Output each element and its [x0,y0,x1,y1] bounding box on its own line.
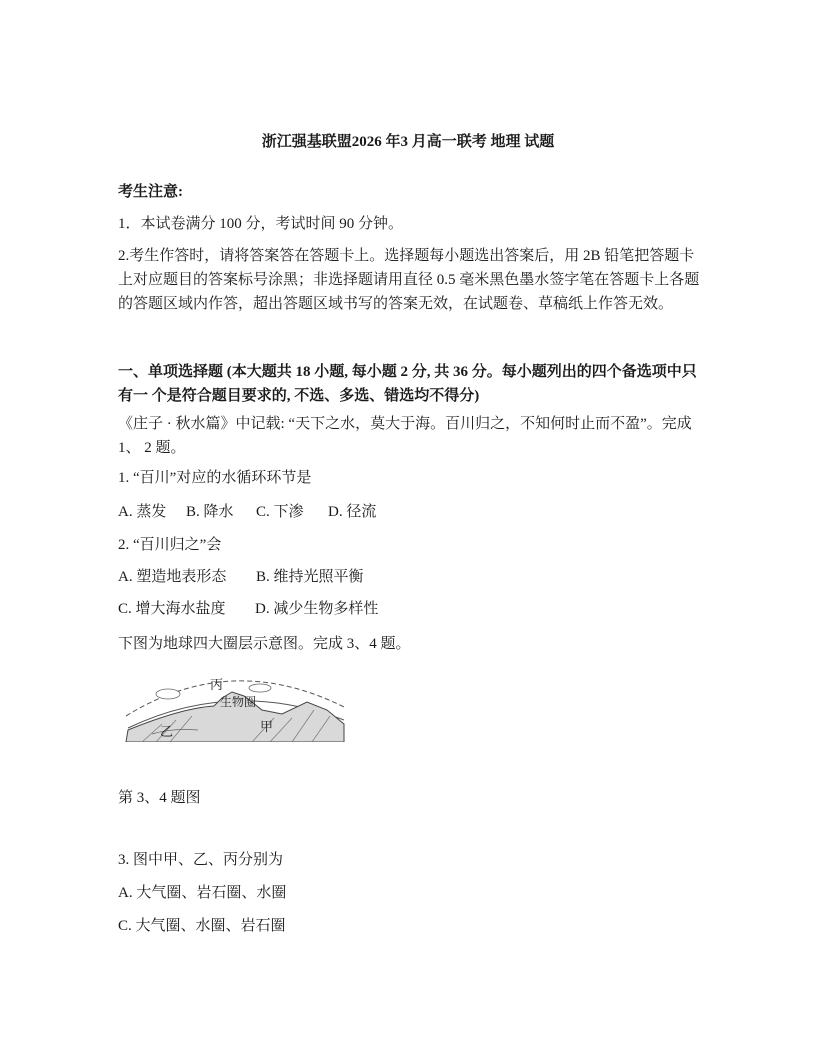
cloud-shape [249,684,271,692]
q2-stem: 2. “百川归之”会 [118,537,222,553]
q2-option-d: D. 减少生物多样性 [255,601,379,617]
q1-option-d: D. 径流 [328,504,377,520]
q1-stem: 1. “百川”对应的水循环环节是 [118,470,312,486]
q1-option-b: B. 降水 [186,504,234,520]
intro-q1-q2: 《庄子 · 秋水篇》中记载: “天下之水，莫大于海。百川归之，不知何时止而不盈”。完成 1、 2 题。 [118,416,692,456]
q2-options-row2 [118,597,698,621]
notice-item-2: 2.考生作答时，请将答案答在答题卡上。选择题每小题选出答案后，用 2B 铅笔把答题卡上对应题目的答案标号涂黑；非选择题请用直径 0.5 毫米黑色墨水签字笔在答题卡上各题的答题区域内作答，超出答题区域书写的答案无效，在试题卷、草稿纸上作答无效。 [118,248,700,312]
q2-option-c: C. 增大海水盐度 [118,601,226,617]
notice-heading: 考生注意: [118,184,183,200]
q1-option-c: C. 下渗 [256,504,304,520]
q2-option-a: A. 塑造地表形态 [118,569,227,585]
q3-option-c: C. 大气圈、水圈、岩石圈 [118,918,286,934]
q1-option-a: A. 蒸发 [118,504,167,520]
q2-options-row1 [118,565,698,589]
label-bing: 丙 [210,678,224,693]
q1-options [118,500,698,524]
section-1-heading: 一、单项选择题 (本大题共 18 小题, 每小题 2 分, 共 36 分。每小题列出的四个备选项中只有一 个是符合题目要求的, 不选、多选、错选均不得分) [118,364,697,404]
cloud-shape [156,689,180,699]
intro-q3-q4: 下图为地球四大圈层示意图。完成 3、4 题。 [118,636,411,652]
q3-option-a: A. 大气圈、岩石圈、水圈 [118,885,287,901]
figure-caption: 第 3、4 题图 [118,790,201,806]
exam-title: 浙江强基联盟2026 年3 月高一联考 地理 试题 [261,134,555,150]
q2-option-b: B. 维持光照平衡 [256,569,364,585]
earth-spheres-figure [122,668,348,742]
label-yi: 乙 [160,725,174,740]
label-jia: 甲 [260,720,274,735]
q3-stem: 3. 图中甲、乙、丙分别为 [118,852,284,868]
label-biosphere: 生物圈 [220,695,257,709]
notice-item-1: 1．本试卷满分 100 分，考试时间 90 分钟。 [118,216,404,232]
